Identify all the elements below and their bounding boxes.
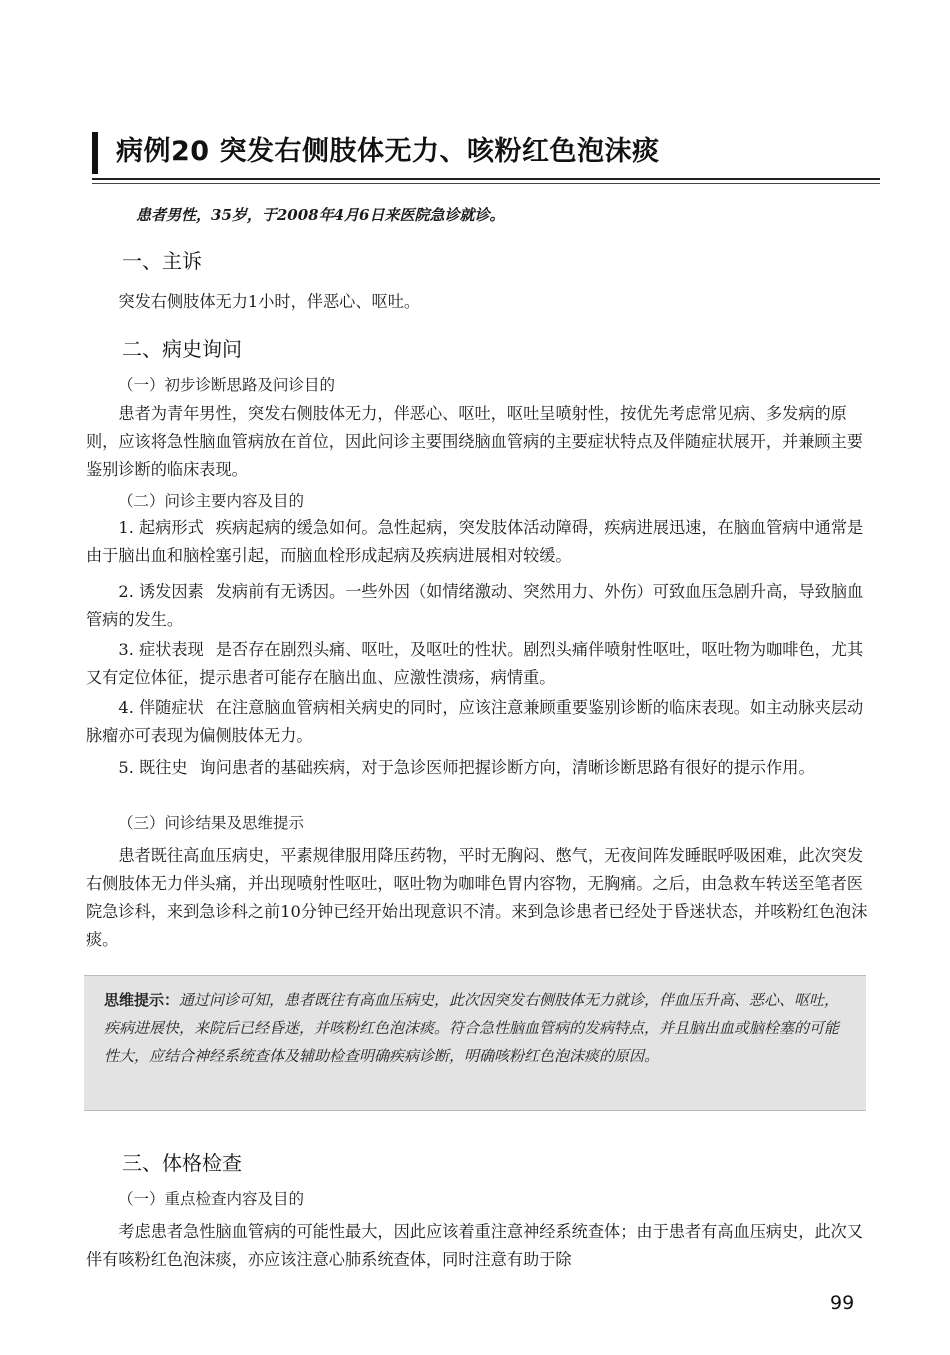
key-exam-paragraph: 考虑患者急性脑血管病的可能性最大，因此应该着重注意神经系统查体；由于患者有高血压病史，此次又伴有咳粉红色泡沫痰，亦应该注意心肺系统查体，同时注意有助于除 <box>86 1222 864 1269</box>
title-rule-thin <box>92 183 880 184</box>
initial-diagnosis-paragraph: 患者为青年男性，突发右侧肢体无力，伴恶心、呕吐，呕吐呈喷射性，按优先考虑常见病、多发病的原则，应该将急性脑血管病放在首位，因此问诊主要围绕脑血管病的主要症状特点及伴随症状展开，并兼顾主要鉴别诊断的临床表现。 <box>86 404 863 479</box>
inquiry-item-label: 4. 伴随症状 <box>118 698 204 717</box>
subheading-key-exam: （一）重点检查内容及目的 <box>118 1190 305 1208</box>
subheading-initial-diagnosis: （一）初步诊断思路及问诊目的 <box>118 376 336 394</box>
page-number: 99 <box>830 1292 855 1314</box>
inquiry-item-2: 2. 诱发因素 发病前有无诱因。一些外因（如情绪激动、突然用力、外伤）可致血压急剧升高，导致脑血管病的发生。 <box>86 582 864 629</box>
title-bar-mark <box>92 132 98 174</box>
section-heading-history: 二、病史询问 <box>122 337 242 361</box>
thinking-tip-box <box>84 975 866 1111</box>
inquiry-item-label: 1. 起病形式 <box>118 518 204 537</box>
chief-complaint-text: 突发右侧肢体无力1小时，伴恶心、呕吐。 <box>118 292 421 311</box>
inquiry-item-5: 5. 既往史 询问患者的基础疾病，对于急诊医师把握诊断方向，清晰诊断思路有很好的提示作用。 <box>118 758 815 777</box>
inquiry-results-paragraph: 患者既往高血压病史，平素规律服用降压药物，平时无胸闷、憋气，无夜间阵发睡眠呼吸困难，此次突发右侧肢体无力伴头痛，并出现喷射性呕吐，呕吐物为咖啡色胃内容物，无胸痛。之后，由急救车转送至笔者医院急诊科，来到急诊科之前10分钟已经开始出现意识不清。来到急诊患者已经处于昏迷状态，并咳粉红色泡沫痰。 <box>86 846 868 949</box>
section-heading-physical-exam: 三、体格检查 <box>122 1151 242 1175</box>
inquiry-item-label: 5. 既往史 <box>118 758 188 777</box>
inquiry-item-1: 1. 起病形式 疾病起病的缓急如何。急性起病，突发肢体活动障碍，疾病进展迅速，在脑血管病中通常是由于脑出血和脑栓塞引起，而脑血栓形成起病及疾病进展相对较缓。 <box>86 518 864 565</box>
section-heading-chief-complaint: 一、主诉 <box>122 249 202 273</box>
thinking-tip-text: 思维提示：通过问诊可知，患者既往有高血压病史，此次因突发右侧肢体无力就诊，伴血压升高、恶心、呕吐，疾病进展快，来院后已经昏迷，并咳粉红色泡沫痰。符合急性脑血管病的发病特点，并且脑出血或脑栓塞的可能性大，应结合神经系统查体及辅助检查明确疾病诊断，明确咳粉红色泡沫痰的原因。 <box>104 991 840 1065</box>
case-header <box>92 128 880 184</box>
title-rule <box>92 178 880 180</box>
thinking-tip-label: 思维提示： <box>104 991 180 1009</box>
inquiry-item-label: 3. 症状表现 <box>118 640 204 659</box>
inquiry-item-label: 2. 诱发因素 <box>118 582 204 601</box>
case-intro: 患者男性，35岁，于2008年4月6日来医院急诊就诊。 <box>136 206 505 224</box>
inquiry-item-4: 4. 伴随症状 在注意脑血管病相关病史的同时，应该注意兼顾重要鉴别诊断的临床表现。如主动脉夹层动脉瘤亦可表现为偏侧肢体无力。 <box>86 698 864 745</box>
inquiry-item-3: 3. 症状表现 是否存在剧烈头痛、呕吐，及呕吐的性状。剧烈头痛伴喷射性呕吐，呕吐物为咖啡色，尤其又有定位体征，提示患者可能存在脑出血、应激性溃疡，病情重。 <box>86 640 864 687</box>
case-title: 病例20 突发右侧肢体无力、咳粉红色泡沫痰 <box>116 136 660 167</box>
subheading-inquiry-results: （三）问诊结果及思维提示 <box>118 814 305 832</box>
subheading-inquiry-content: （二）问诊主要内容及目的 <box>118 492 305 510</box>
